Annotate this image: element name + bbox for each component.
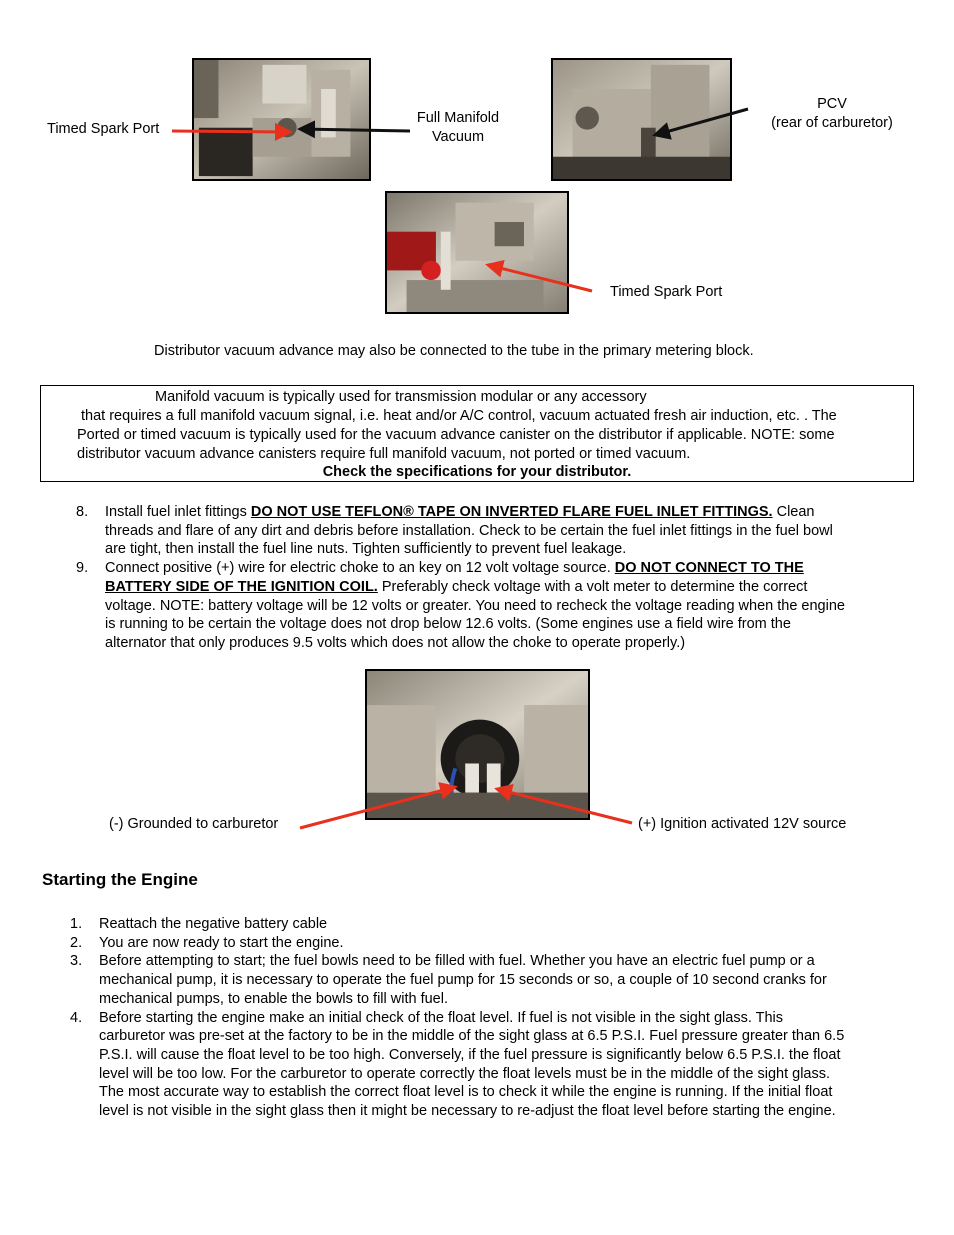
start-step-4-line-2: carburetor was pre-set at the factory to be in the middle of the sight glass at 6.5 P.S.I. Fuel pressure greater than 6.5 <box>99 1028 845 1045</box>
distributor-note: Distributor vacuum advance may also be connected to the tube in the primary metering block. <box>154 343 754 359</box>
start-step-3-line-3: mechanical pumps, to enable the bowls to fill with fuel. <box>99 990 448 1007</box>
start-step-1 <box>70 915 920 934</box>
teflon-warning: DO NOT USE TEFLON® TAPE ON INVERTED FLARE FUEL INLET FITTINGS. <box>250 504 773 520</box>
step-8-line-3: are tight, then install the fuel line nuts. Tighten sufficiently to prevent fuel leakage. <box>105 541 627 558</box>
start-step-4-line-4: level will be too low. For the carburetor to operate correctly the float levels must be in the middle of the sight glass. <box>99 1065 831 1082</box>
step-9 <box>76 559 916 653</box>
start-step-3 <box>70 952 920 1008</box>
carburetor-photo-1 <box>194 60 369 179</box>
pcv-label <box>757 95 907 133</box>
carburetor-photo-2 <box>553 60 730 179</box>
step-8 <box>76 503 916 559</box>
step-8-line-1 <box>105 503 916 522</box>
full-manifold-line-1: Full Manifold <box>416 110 500 126</box>
pcv-line-2: (rear of carburetor) <box>771 115 893 131</box>
note-line-2: that requires a full manifold vacuum signal, i.e. heat and/or A/C control, vacuum actuated fresh air induction, etc. . The <box>81 408 837 424</box>
full-manifold-line-2: Vacuum <box>431 129 485 145</box>
start-step-4-line-6: level is not visible in the sight glass then it might be necessary to re-adjust the float level before starting the engine. <box>99 1103 836 1120</box>
start-step-3-number: 3. <box>70 953 83 970</box>
timed-spark-port-label: Timed Spark Port <box>47 121 160 137</box>
step-9-line-5: alternator that only produces 9.5 volts which does not allow the choke to operate properly.) <box>105 634 686 651</box>
note-line-3: Ported or timed vacuum is typically used for the vacuum advance canister on the distributor if applicable. NOTE: some <box>77 427 835 443</box>
photo-pcv <box>551 58 732 181</box>
coil-warning-b: BATTERY SIDE OF THE IGNITION COIL. <box>105 578 378 595</box>
step-9-line-3: voltage. NOTE: battery voltage will be 12 volts or greater. You need to recheck the voltage reading when the engine <box>105 597 845 614</box>
step-8-line-2: threads and flare of any dirt and debris before installation. Check to be certain the fuel inlet fittings in the fuel bowl <box>105 522 833 539</box>
note-line-5: Check the specifications for your distributor. <box>322 464 632 480</box>
start-step-2-number: 2. <box>70 934 83 951</box>
step-9-line-4: is running to be certain the voltage does not drop below 12.6 volts. (Some engines use a field wire from the <box>105 616 791 633</box>
step-8-number: 8. <box>76 504 89 520</box>
step-9-line-1 <box>105 559 916 578</box>
photo-timed-spark-port <box>192 58 371 181</box>
start-step-4-number: 4. <box>70 1009 83 1026</box>
start-step-3-line-1: Before attempting to start; the fuel bowls need to be filled with fuel. Whether you have an electric fuel pump or a <box>99 953 815 970</box>
start-step-2-line-1: You are now ready to start the engine. <box>99 934 344 951</box>
carburetor-photo-4 <box>367 671 588 818</box>
pcv-line-1: PCV <box>817 96 847 112</box>
step-9-text-b: Preferably check voltage with a volt meter to determine the correct <box>377 578 808 595</box>
coil-warning-a: DO NOT CONNECT TO THE <box>614 560 804 577</box>
note-line-1: Manifold vacuum is typically used for transmission modular or any accessory <box>155 389 647 405</box>
photo-electric-choke <box>365 669 590 820</box>
step-9-line-2 <box>105 578 916 597</box>
photo-timed-spark-port-2 <box>385 191 569 314</box>
step-8-text-b: Clean <box>772 504 815 520</box>
start-step-2 <box>70 934 920 953</box>
full-manifold-vacuum-label <box>398 109 518 147</box>
install-steps-list <box>76 503 916 653</box>
section-heading: Starting the Engine <box>42 870 198 889</box>
start-step-1-number: 1. <box>70 916 83 932</box>
start-step-4 <box>70 1009 920 1121</box>
positive-label: (+) Ignition activated 12V source <box>638 816 847 832</box>
ground-label: (-) Grounded to carburetor <box>109 816 279 832</box>
start-step-4-line-1: Before starting the engine make an initial check of the float level. If fuel is not visible in the sight glass. This <box>99 1009 784 1026</box>
note-line-4: distributor vacuum advance canisters require full manifold vacuum, not ported or timed vacuum. <box>77 446 691 462</box>
start-step-4-line-3: P.S.I. will cause the float level to be too high. Conversely, if the fuel pressure is significantly below 6.5 P.S.I. the float <box>99 1046 841 1063</box>
step-9-number: 9. <box>76 560 89 577</box>
timed-spark-port-label-2: Timed Spark Port <box>610 284 723 300</box>
step-8-text-a: Install fuel inlet fittings <box>105 504 251 520</box>
manifold-vacuum-note-box <box>40 385 914 482</box>
carburetor-photo-3 <box>387 193 567 312</box>
starting-steps-list <box>70 915 920 1121</box>
step-9-text-a: Connect positive (+) wire for electric choke to an key on 12 volt voltage source. <box>105 560 615 577</box>
start-step-4-line-5: The most accurate way to establish the correct float level is to check it while the engine is running. If the initial float <box>99 1084 833 1101</box>
start-step-1-line-1: Reattach the negative battery cable <box>99 916 328 932</box>
start-step-3-line-2: mechanical pump, it is necessary to operate the fuel pump for 15 seconds or so, a couple of 10 second cranks for <box>99 972 827 989</box>
